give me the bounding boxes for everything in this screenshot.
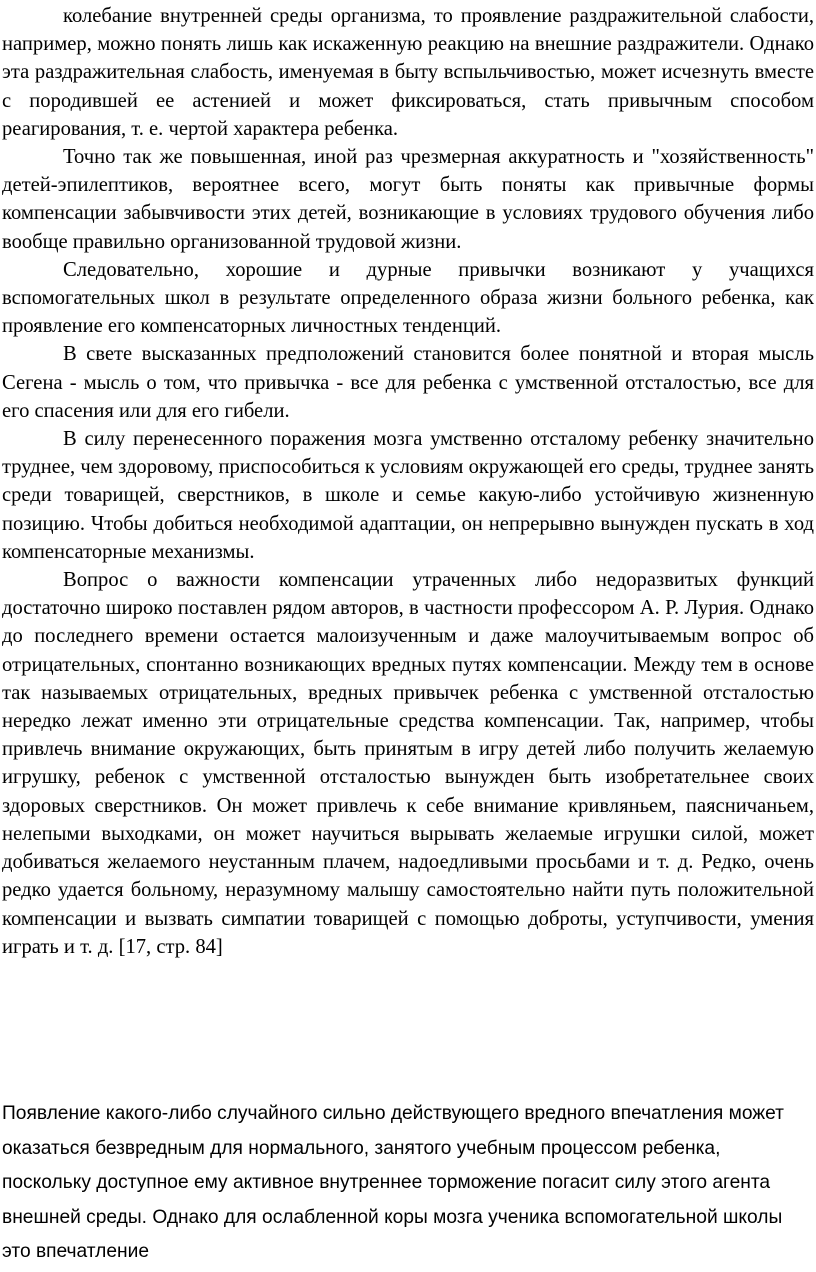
- paragraph-harmful-impression: Появление какого-либо случайного сильно действующего вредного впечатления может оказаться безвредным для нормального, занятого учебным процессом ребенка, поскольку доступное ему активное внутреннее торможение погасит силу этого агента внешней среды. Однако для ослабленной коры мозга ученика вспомогательной школы это впечатление: [2, 1103, 784, 1263]
- paragraph-seguin-thought: В свете высказанных предположений становится более понятной и вторая мысль Сегена - мысль о том, что привычка - все для ребенка с умственной отсталостью, все для его спасения или для его гибели.: [2, 343, 814, 422]
- main-text-block: [2, 2, 814, 961]
- paragraph-epileptic-children: Точно так же повышенная, иной раз чрезмерная аккуратность и "хозяйственность" детей-эпилептиков, вероятнее всего, могут быть поняты как привычные формы компенсации забывчивости этих детей, возникающие в условиях трудового обучения либо вообще правильно организованной трудовой жизни.: [2, 146, 814, 253]
- paragraph-adaptation: В силу перенесенного поражения мозга умственно отсталому ребенку значительно труднее, чем здоровому, приспособиться к условиям окружающей его среды, труднее занять среди товарищей, сверстников, в школе и семье какую-либо устойчивую жизненную позицию. Чтобы добиться необходимой адаптации, он непрерывно вынужден пускать в ход компенсаторные механизмы.: [2, 428, 814, 563]
- final-text-block: [2, 1097, 814, 1270]
- paragraph-compensation: Вопрос о важности компенсации утраченных либо недоразвитых функций достаточно широко поставлен рядом авторов, в частности профессором А. Р. Лурия. Однако до последнего времени остается малоизученным и даже малоучитываемым вопрос об отрицательных, спонтанно возникающих вредных путях компенсации. Между тем в основе так называемых отрицательных, вредных привычек ребенка с умственной отсталостью нередко лежат именно эти отрицательные средства компенсации. Так, например, чтобы привлечь внимание окружающих, быть принятым в игру детей либо получить желаемую игрушку, ребенок с умственной отсталостью вынужден быть изобретательнее своих здоровых сверстников. Он может привлечь к себе внимание кривляньем, паясничаньем, нелепыми выходками, он может научиться вырывать желаемые игрушки силой, может добиваться желаемого неустанным плачем, надоедливыми просьбами и т. д. Редко, очень редко удается больному, неразумному малышу самостоятельно найти путь положительной компенсации и вызвать симпатии товарищей с помощью доброты, уступчивости, умения играть и т. д. [17, стр. 84]: [2, 569, 814, 958]
- paragraph-astenia: колебание внутренней среды организма, то проявление раздражительной слабости, например, можно понять лишь как искаженную реакцию на внешние раздражители. Однако эта раздражительная слабость, именуемая в быту вспыльчивостью, может исчезнуть вместе с породившей ее астенией и может фиксироваться, стать привычным способом реагирования, т. е. чертой характера ребенка.: [2, 5, 814, 140]
- paragraph-habits-conclusion: Следовательно, хорошие и дурные привычки возникают у учащихся вспомогательных школ в результате определенного образа жизни больного ребенка, как проявление его компенсаторных личностных тенденций.: [2, 258, 814, 338]
